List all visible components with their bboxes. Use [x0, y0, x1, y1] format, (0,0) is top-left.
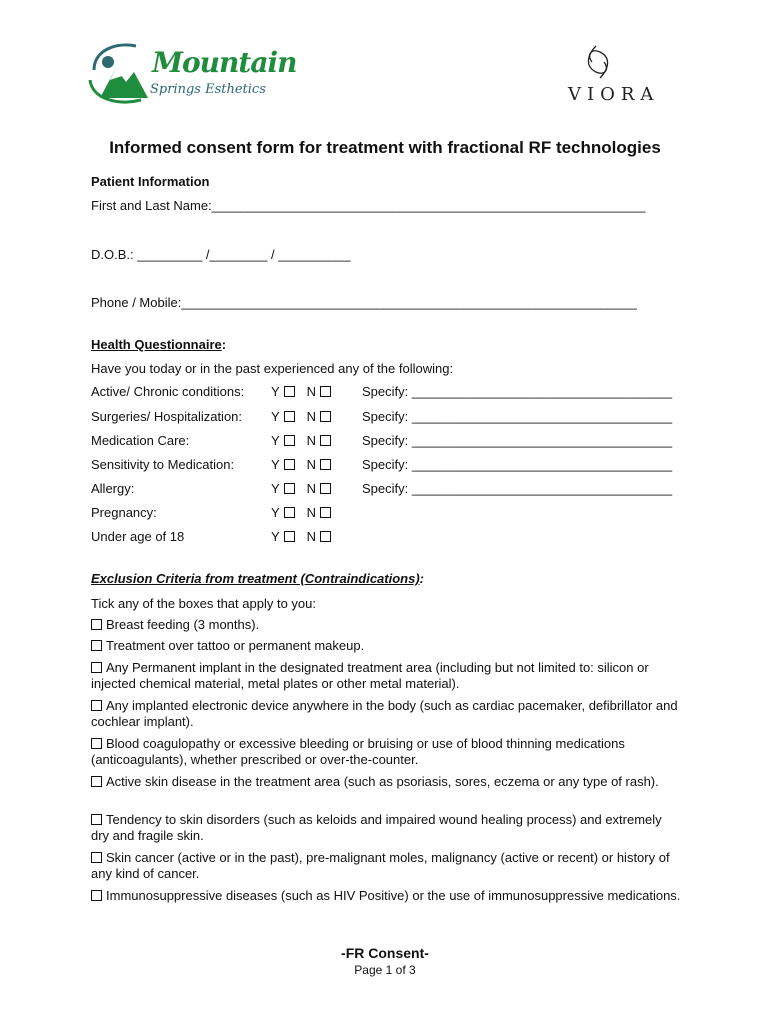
yes-no-group [271, 505, 335, 521]
exclusion-item [91, 638, 681, 654]
health-row-label: Under age of 18 [91, 529, 185, 544]
exclusion-item [91, 698, 681, 730]
yes-label: Y [271, 505, 280, 520]
exclusion-heading-text: Exclusion Criteria from treatment (Contraindications) [91, 571, 420, 586]
exclusion-item-text: Any Permanent implant in the designated treatment area (including but not limited to: silicon or injected chemical material, metal plates or other metal material). [91, 660, 649, 691]
patient-info-heading: Patient Information [91, 174, 210, 189]
dob-field[interactable]: D.O.B.: _________ /________ / __________ [91, 247, 351, 262]
no-label: N [306, 384, 317, 399]
yes-checkbox[interactable] [284, 435, 295, 446]
yes-label: Y [271, 457, 280, 472]
yes-label: Y [271, 384, 280, 399]
no-label: N [306, 505, 317, 520]
exclusion-checkbox[interactable] [91, 700, 102, 711]
yes-label: Y [271, 433, 280, 448]
no-checkbox[interactable] [320, 435, 331, 446]
no-label: N [306, 481, 317, 496]
exclusion-item [91, 617, 681, 633]
specify-field[interactable]: Specify: ____________________________________ [362, 384, 673, 399]
no-label: N [306, 433, 317, 448]
exclusion-item-text: Immunosuppressive diseases (such as HIV Positive) or the use of immunosuppressive medications. [106, 888, 681, 903]
mountain-springs-logo [86, 40, 297, 106]
health-intro: Have you today or in the past experienced any of the following: [91, 361, 454, 376]
no-checkbox[interactable] [320, 531, 331, 542]
exclusion-item-text: Blood coagulopathy or excessive bleeding or bruising or use of blood thinning medications (anticoagulants), whether prescribed or over-the-counter. [91, 736, 625, 767]
no-checkbox[interactable] [320, 386, 331, 397]
page-number: Page 1 of 3 [354, 963, 416, 977]
exclusion-item-text: Skin cancer (active or in the past), pre-malignant moles, malignancy (active or recent) or history of any kind of cancer. [91, 850, 670, 881]
exclusion-checkbox[interactable] [91, 640, 102, 651]
specify-field[interactable]: Specify: ____________________________________ [362, 457, 673, 472]
exclusion-item [91, 736, 681, 768]
logo-wordmark: Mountain [152, 46, 297, 79]
no-label: N [306, 409, 317, 424]
health-row-label: Allergy: [91, 481, 135, 496]
no-checkbox[interactable] [320, 459, 331, 470]
health-row-label: Sensitivity to Medication: [91, 457, 235, 472]
yes-checkbox[interactable] [284, 386, 295, 397]
yes-no-group [271, 384, 335, 400]
exclusion-checkbox[interactable] [91, 890, 102, 901]
yes-checkbox[interactable] [284, 507, 295, 518]
exclusion-checkbox[interactable] [91, 776, 102, 787]
exclusion-intro: Tick any of the boxes that apply to you: [91, 596, 316, 611]
exclusion-item-text: Breast feeding (3 months). [106, 617, 260, 632]
viora-wordmark: VIORA [568, 84, 660, 105]
exclusion-item [91, 774, 681, 790]
health-questionnaire-heading [91, 337, 226, 353]
form-title: Informed consent form for treatment with fractional RF technologies [109, 138, 661, 157]
no-checkbox[interactable] [320, 411, 331, 422]
no-label: N [306, 457, 317, 472]
yes-checkbox[interactable] [284, 459, 295, 470]
exclusion-item-text: Tendency to skin disorders (such as keloids and impaired wound healing process) and extremely dry and fragile skin. [91, 812, 662, 843]
footer-label: -FR Consent- [341, 945, 429, 961]
exclusion-item [91, 660, 681, 692]
exclusion-checkbox[interactable] [91, 662, 102, 673]
exclusion-item [91, 850, 681, 882]
health-row-label: Pregnancy: [91, 505, 157, 520]
logo-tagline: Springs Esthetics [150, 82, 266, 97]
yes-label: Y [271, 529, 280, 544]
exclusion-checkbox[interactable] [91, 619, 102, 630]
exclusion-item [91, 812, 681, 844]
no-checkbox[interactable] [320, 483, 331, 494]
yes-checkbox[interactable] [284, 531, 295, 542]
viora-logo [568, 44, 672, 106]
exclusion-checkbox[interactable] [91, 814, 102, 825]
specify-field[interactable]: Specify: ____________________________________ [362, 433, 673, 448]
phone-field[interactable]: Phone / Mobile:_______________________________________________________________ [91, 295, 637, 310]
exclusion-item [91, 888, 681, 904]
yes-no-group [271, 409, 335, 425]
exclusion-checkbox[interactable] [91, 852, 102, 863]
yes-no-group [271, 481, 335, 497]
yes-no-group [271, 457, 335, 473]
exclusion-item-text: Any implanted electronic device anywhere in the body (such as cardiac pacemaker, defibrillator and cochlear implant). [91, 698, 678, 729]
exclusion-checkbox[interactable] [91, 738, 102, 749]
specify-field[interactable]: Specify: ____________________________________ [362, 481, 673, 496]
exclusion-item-text: Treatment over tattoo or permanent makeup. [106, 638, 365, 653]
no-checkbox[interactable] [320, 507, 331, 518]
name-field[interactable]: First and Last Name:____________________________________________________________ [91, 198, 646, 213]
viora-emblem-icon [578, 44, 618, 82]
health-row-label: Medication Care: [91, 433, 190, 448]
yes-label: Y [271, 481, 280, 496]
yes-no-group [271, 529, 335, 545]
yes-checkbox[interactable] [284, 483, 295, 494]
health-row-label: Surgeries/ Hospitalization: [91, 409, 243, 424]
health-heading-colon: : [221, 337, 227, 352]
health-row-label: Active/ Chronic conditions: [91, 384, 245, 399]
yes-label: Y [271, 409, 280, 424]
exclusion-item-text: Active skin disease in the treatment area (such as psoriasis, sores, eczema or any type of rash). [106, 774, 659, 789]
yes-no-group [271, 433, 335, 449]
exclusion-heading-colon: : [419, 571, 425, 586]
yes-checkbox[interactable] [284, 411, 295, 422]
health-heading-text: Health Questionnaire [91, 337, 222, 352]
no-label: N [306, 529, 317, 544]
exclusion-heading [91, 571, 424, 587]
specify-field[interactable]: Specify: ____________________________________ [362, 409, 673, 424]
